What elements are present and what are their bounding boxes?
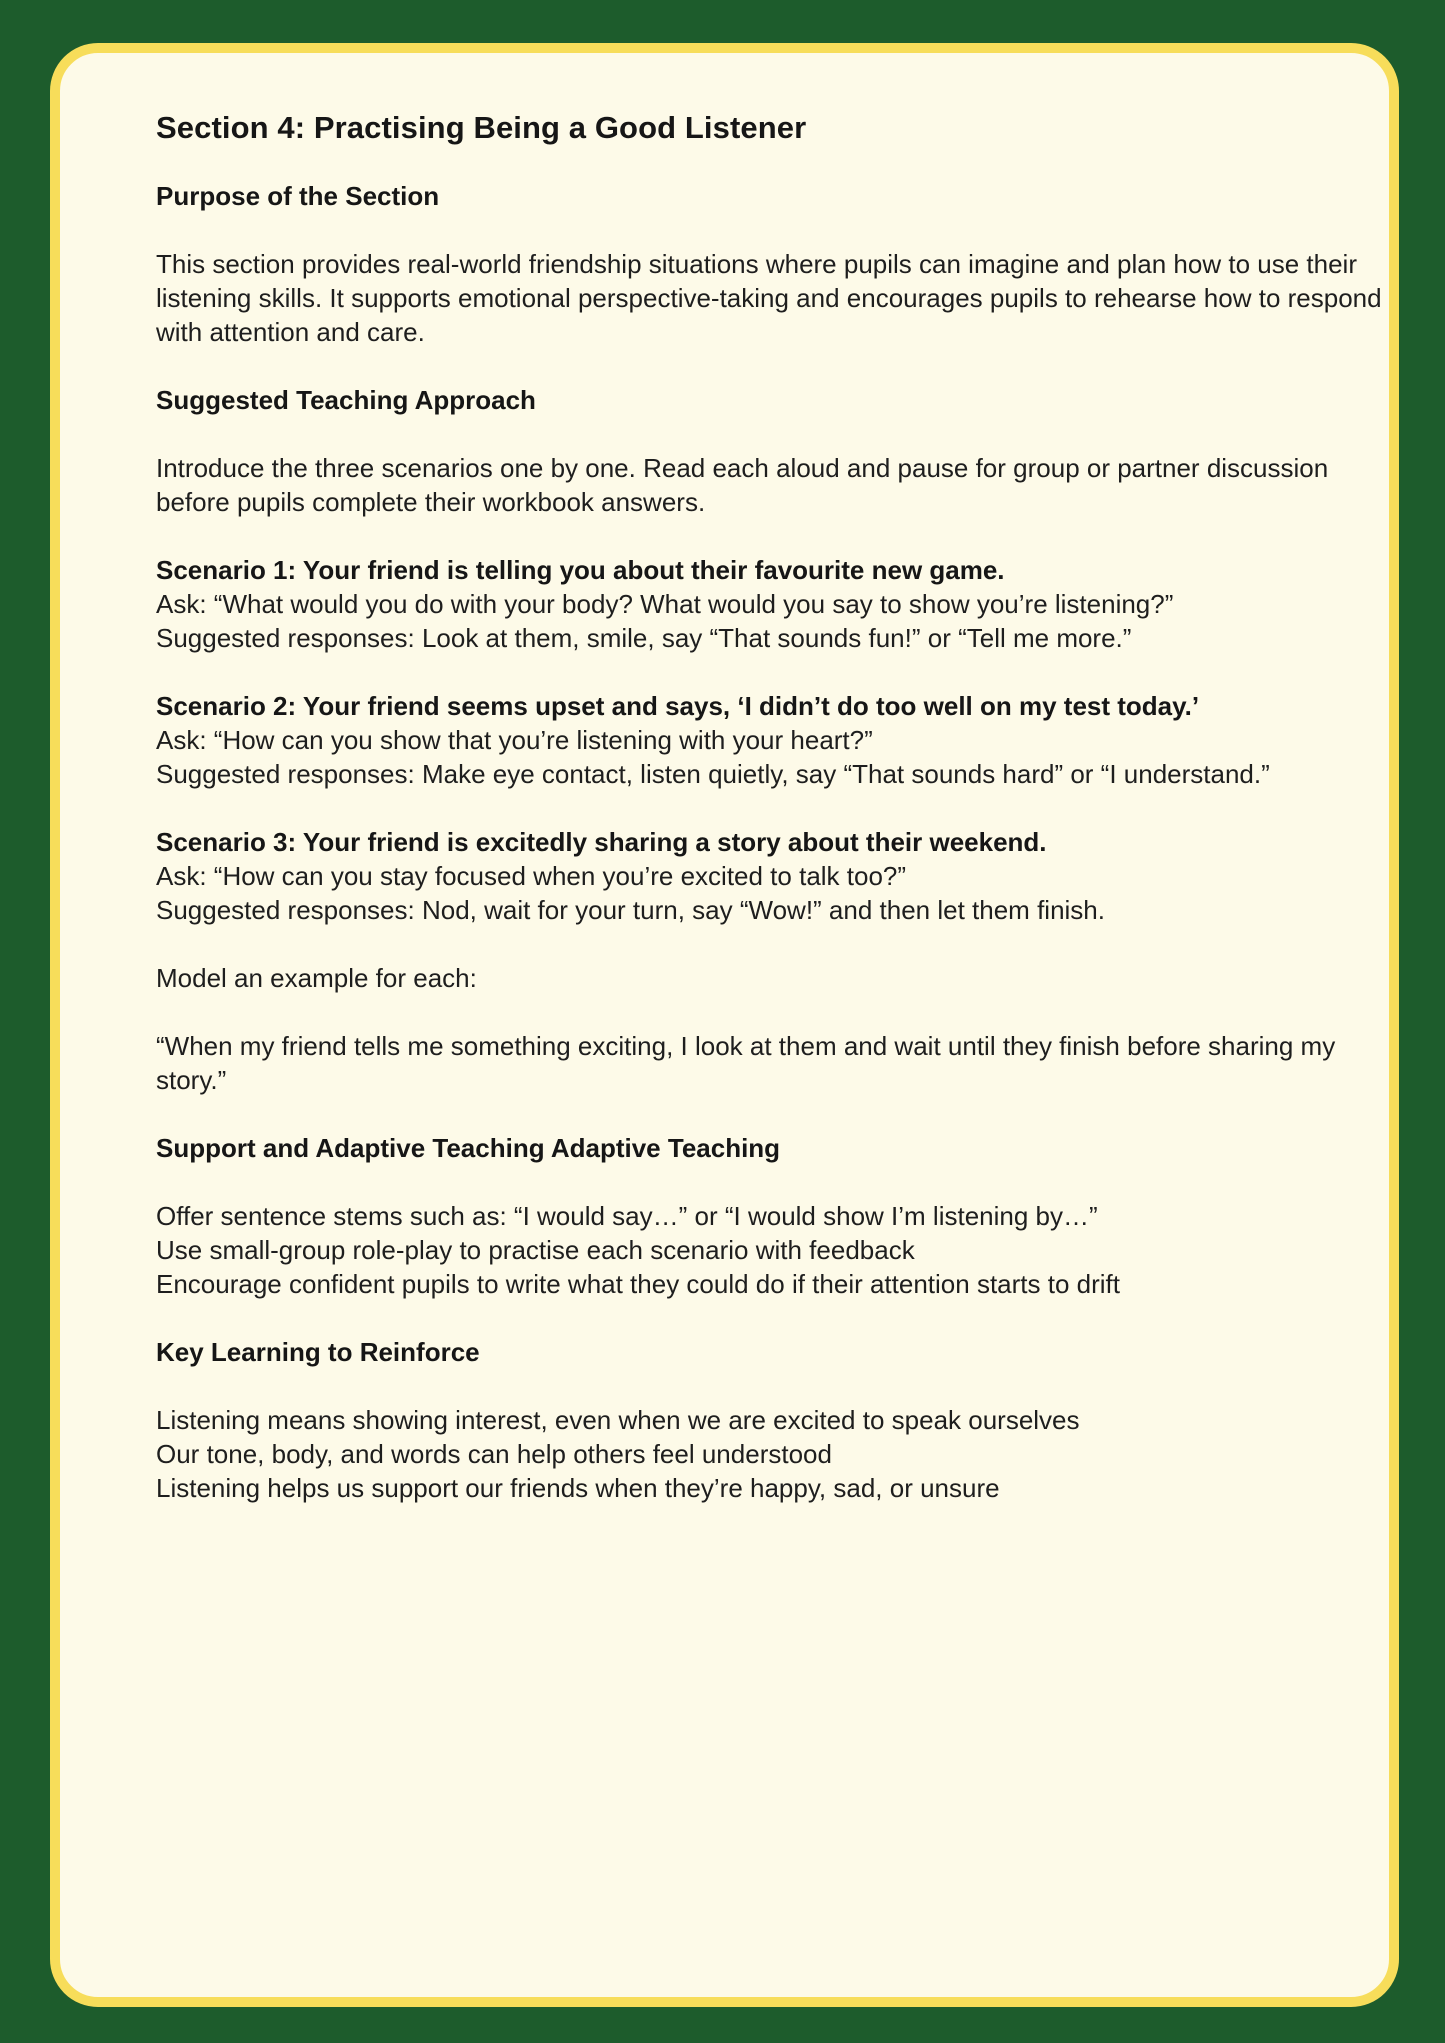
scenario-responses: Suggested responses: Nod, wait for your turn, say “Wow!” and then let them finish.: [156, 895, 1105, 926]
support-heading: Support and Adaptive Teaching Adaptive Teaching: [156, 1133, 781, 1164]
scenario-2: [156, 689, 1396, 791]
purpose-body: This section provides real-world friendship situations where pupils can imagine and plan how to use their listening skills. It supports emotional perspective-taking and encourages pupils to rehearse how to respond with attention and care.: [156, 249, 1382, 348]
key-learning-line: Listening means showing interest, even when we are excited to speak ourselves: [156, 1405, 1080, 1436]
scenario-1: [156, 553, 1396, 655]
scenario-title: Scenario 3: Your friend is excitedly sharing a story about their weekend.: [156, 827, 1047, 858]
approach-heading: Suggested Teaching Approach: [156, 385, 536, 416]
purpose-heading: Purpose of the Section: [156, 181, 440, 212]
content-card: [50, 43, 1399, 2007]
scenario-title: Scenario 2: Your friend seems upset and says, ‘I didn’t do too well on my test today.’: [156, 691, 1200, 722]
support-line: Encourage confident pupils to write what they could do if their attention starts to drift: [156, 1269, 1120, 1300]
support-line: Offer sentence stems such as: “I would say…” or “I would show I’m listening by…”: [156, 1201, 1098, 1232]
key-learning-line: Our tone, body, and words can help others feel understood: [156, 1439, 832, 1470]
approach-intro: Introduce the three scenarios one by one. Read each aloud and pause for group or partner discussion before pupils complete their workbook answers.: [156, 453, 1329, 518]
scenario-responses: Suggested responses: Make eye contact, listen quietly, say “That sounds hard” or “I understand.”: [156, 759, 1270, 790]
scenario-3: [156, 825, 1396, 927]
scenario-ask: Ask: “How can you stay focused when you’re excited to talk too?”: [156, 861, 907, 892]
page-title: Section 4: Practising Being a Good Listener: [156, 110, 807, 145]
scenario-responses: Suggested responses: Look at them, smile, say “That sounds fun!” or “Tell me more.”: [156, 623, 1132, 654]
key-learning-heading: Key Learning to Reinforce: [156, 1337, 480, 1368]
support-line: Use small-group role-play to practise each scenario with feedback: [156, 1235, 915, 1266]
scenario-ask: Ask: “What would you do with your body? What would you say to show you’re listening?”: [156, 589, 1174, 620]
scenario-title: Scenario 1: Your friend is telling you about their favourite new game.: [156, 555, 1005, 586]
document-body: [156, 109, 1396, 1505]
scenario-ask: Ask: “How can you show that you’re listening with your heart?”: [156, 725, 873, 756]
model-example: “When my friend tells me something exciting, I look at them and wait until they finish before sharing my story.”: [156, 1031, 1336, 1096]
key-learning-line: Listening helps us support our friends when they’re happy, sad, or unsure: [156, 1473, 1000, 1504]
model-label: Model an example for each:: [156, 963, 477, 994]
key-learning-list: [156, 1403, 1396, 1505]
support-list: [156, 1199, 1396, 1301]
